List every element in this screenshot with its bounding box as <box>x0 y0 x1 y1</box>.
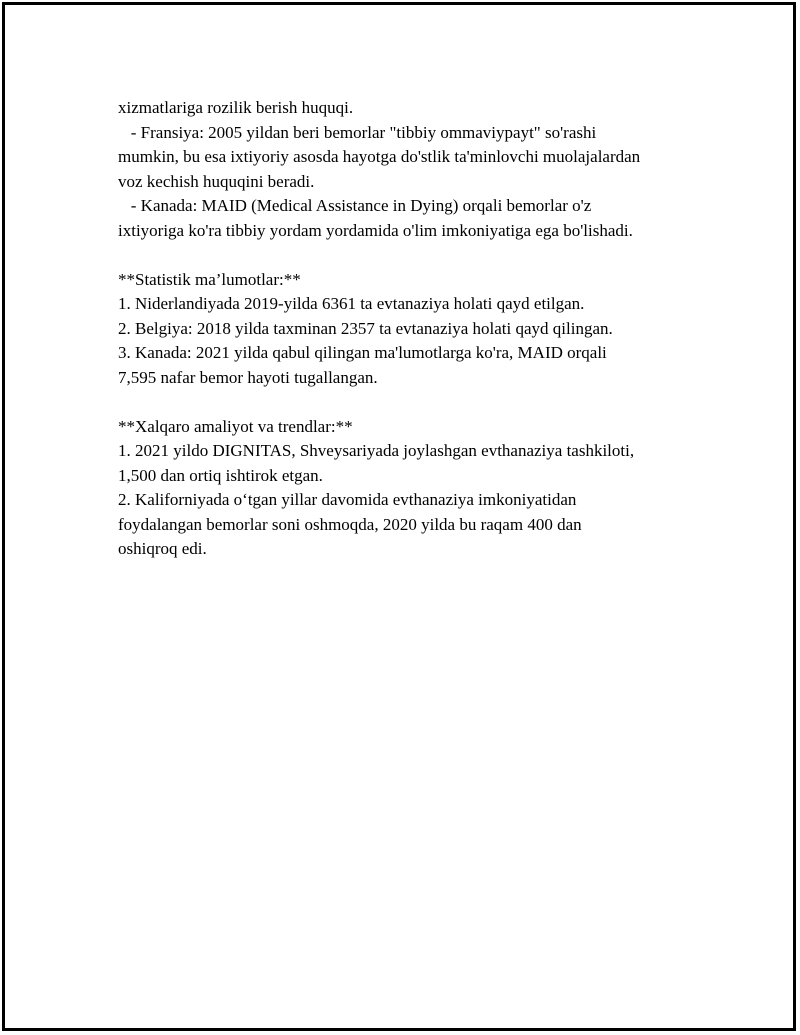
text-line: - Fransiya: 2005 yildan beri bemorlar "tibbiy ommaviypayt" so'rashi <box>118 122 597 142</box>
list-item: 1,500 dan ortiq ishtirok etgan. <box>118 465 323 485</box>
document-page <box>2 2 796 1031</box>
list-item: 2. Belgiya: 2018 yilda taxminan 2357 ta evtanaziya holati qayd qilingan. <box>118 318 613 338</box>
text-line: voz kechish huquqini beradi. <box>118 171 315 191</box>
text-line: ixtiyoriga ko'ra tibbiy yordam yordamida o'lim imkoniyatiga ega bo'lishadi. <box>118 220 633 240</box>
list-item: 1. 2021 yildo DIGNITAS, Shveysariyada joylashgan evthanaziya tashkiloti, <box>118 441 635 460</box>
list-item: foydalangan bemorlar soni oshmoqda, 2020 yilda bu raqam 400 dan <box>118 514 582 534</box>
document-body <box>118 96 718 562</box>
list-item: 7,595 nafar bemor hayoti tugallangan. <box>118 367 378 387</box>
text-line: xizmatlariga rozilik berish huquqi. <box>118 98 354 117</box>
paragraph-spacer <box>118 390 718 415</box>
list-item: 1. Niderlandiyada 2019-yilda 6361 ta evtanaziya holati qayd etilgan. <box>118 294 585 313</box>
list-item: 3. Kanada: 2021 yilda qabul qilingan ma'lumotlarga ko'ra, MAID orqali <box>118 343 607 362</box>
section-heading-statistics: **Statistik ma’lumotlar:** <box>118 269 301 289</box>
section-heading-international: **Xalqaro amaliyot va trendlar:** <box>118 416 353 436</box>
list-item: oshiqroq edi. <box>118 539 207 558</box>
text-line: mumkin, bu esa ixtiyoriy asosda hayotga do'stlik ta'minlovchi muolajalardan <box>118 147 641 166</box>
text-line: - Kanada: MAID (Medical Assistance in Dying) orqali bemorlar o'z <box>118 196 592 215</box>
paragraph-spacer <box>118 243 718 268</box>
list-item: 2. Kaliforniyada o‘tgan yillar davomida evthanaziya imkoniyatidan <box>118 490 577 509</box>
